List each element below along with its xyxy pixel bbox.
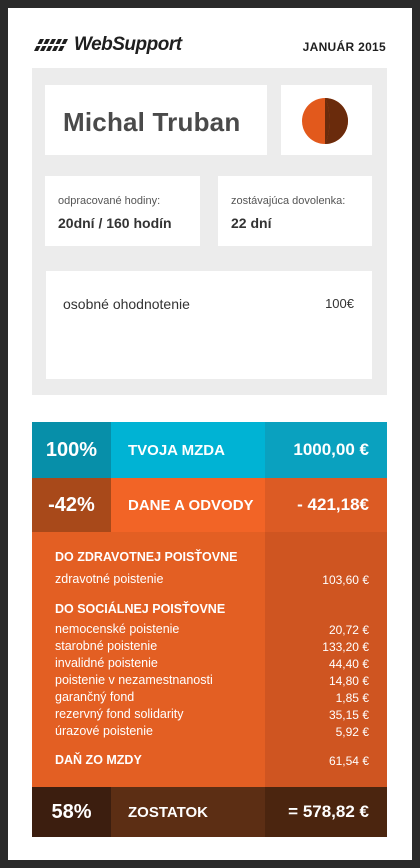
deduction-label: úrazové poistenie	[55, 724, 153, 738]
deduction-label: starobné poistenie	[55, 639, 158, 653]
websupport-logo-icon	[34, 37, 68, 53]
brand-name: WebSupport	[74, 34, 182, 55]
social-insurance-title: DO SOCIÁLNEJ POISŤOVNE	[55, 602, 226, 616]
evaluation-label: osobné ohodnotenie	[63, 296, 190, 312]
taxes-amount: - 421,18€	[265, 478, 387, 532]
websupport-logo	[34, 34, 182, 56]
avatar-card	[281, 85, 372, 155]
gross-label: TVOJA MZDA	[111, 422, 265, 478]
evaluation-card	[46, 271, 372, 379]
deduction-label: garančný fond	[55, 690, 135, 704]
deduction-amount: 20,72 €	[328, 623, 369, 637]
deduction-amount: 1,85 €	[335, 691, 369, 705]
net-salary-row	[32, 787, 387, 837]
net-label: ZOSTATOK	[111, 787, 265, 837]
net-amount: = 578,82 €	[265, 787, 387, 837]
net-percent: 58%	[32, 787, 111, 837]
payslip-page	[8, 8, 412, 860]
income-tax-label: DAŇ ZO MZDY	[55, 753, 142, 767]
taxes-row	[32, 478, 387, 532]
health-insurance-title: DO ZDRAVOTNEJ POISŤOVNE	[55, 550, 238, 564]
evaluation-value: 100€	[325, 296, 354, 311]
employee-info-panel	[32, 68, 387, 395]
taxes-percent: -42%	[32, 478, 111, 532]
deduction-label: zdravotné poistenie	[55, 572, 164, 586]
deduction-amount: 133,20 €	[322, 640, 369, 654]
employee-name-card	[45, 85, 267, 155]
worked-hours-value: 20dní / 160 hodín	[58, 215, 172, 231]
deductions-amounts	[265, 532, 387, 787]
deduction-label: invalidné poistenie	[55, 656, 158, 670]
avatar	[301, 97, 349, 150]
gross-percent: 100%	[32, 422, 111, 478]
deductions-detail	[32, 532, 387, 787]
income-tax-amount: 61,54 €	[328, 754, 369, 768]
deduction-amount: 5,92 €	[335, 725, 369, 739]
salary-breakdown	[32, 422, 387, 837]
deduction-label: rezervný fond solidarity	[55, 707, 184, 721]
deduction-label: poistenie v nezamestnanosti	[55, 673, 213, 687]
vacation-card	[218, 176, 372, 246]
taxes-label: DANE A ODVODY	[111, 478, 265, 532]
gross-salary-row	[32, 422, 387, 478]
employee-name: Michal Truban	[63, 107, 241, 137]
deduction-amount: 35,15 €	[328, 708, 369, 722]
gross-amount: 1000,00 €	[265, 422, 387, 478]
avatar-icon	[301, 97, 349, 145]
vacation-label: zostávajúca dovolenka:	[231, 195, 346, 207]
deduction-amount: 14,80 €	[328, 674, 369, 688]
deduction-amount: 103,60 €	[322, 573, 369, 587]
deductions-labels	[32, 532, 265, 787]
period-label: JANUÁR 2015	[302, 40, 386, 54]
worked-hours-label: odpracované hodiny:	[58, 195, 161, 207]
deduction-label: nemocenské poistenie	[55, 622, 180, 636]
vacation-value: 22 dní	[231, 215, 272, 231]
worked-hours-card	[45, 176, 200, 246]
deduction-amount: 44,40 €	[328, 657, 369, 671]
